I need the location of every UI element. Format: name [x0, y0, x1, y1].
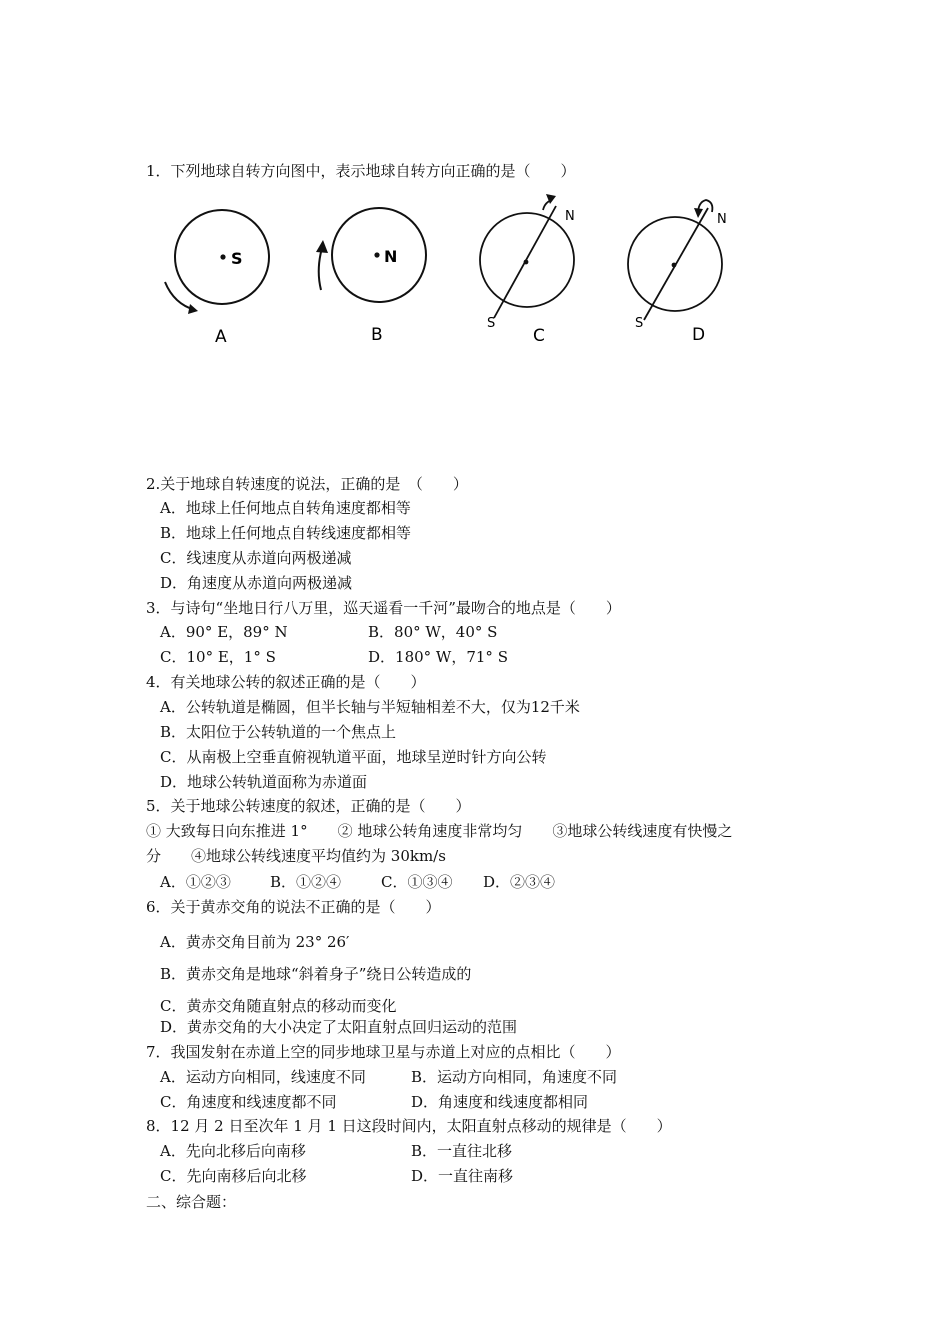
question-7-option-c: C．角速度和线速度都不同 [160, 1093, 337, 1111]
question-7-option-d: D．角速度和线速度都相同 [411, 1093, 589, 1111]
question-2-text: 2.关于地球自转速度的说法，正确的是 （ ） [146, 475, 468, 493]
figure-b-pole-label: N [384, 247, 398, 266]
figure-b [316, 208, 426, 345]
question-4-option-b: B．太阳位于公转轨道的一个焦点上 [160, 723, 397, 741]
question-5-option-c: C．①③④ [381, 873, 453, 891]
figure-a-pole-label: S [231, 249, 243, 268]
question-3-option-b: B．80° W，40° S [368, 623, 498, 641]
figure-b-label: B [371, 325, 383, 345]
question-5-option-b: B．①②④ [270, 873, 342, 891]
section-2-title: 二、综合题： [146, 1193, 237, 1211]
figure-c [480, 194, 575, 346]
question-3-option-a: A．90° E，89° N [160, 623, 288, 641]
question-5-option-a: A．①②③ [160, 873, 231, 891]
question-3-text: 3．与诗句“坐地日行八万里，巡天遥看一千河”最吻合的地点是（ ） [146, 599, 621, 617]
question-6-option-c: C．黄赤交角随直射点的移动而变化 [160, 997, 397, 1015]
question-8-option-b: B．一直往北移 [411, 1142, 513, 1160]
question-2-option-d: D．角速度从赤道向两极递减 [160, 574, 353, 592]
question-8-option-d: D．一直往南移 [411, 1167, 514, 1185]
question-4-option-d: D．地球公转轨道面称为赤道面 [160, 773, 368, 791]
figure-d [628, 200, 727, 345]
question-2-option-b: B．地球上任何地点自转线速度都相等 [160, 524, 412, 542]
question-8-option-c: C．先向南移后向北移 [160, 1167, 307, 1185]
figure-a-label: A [215, 327, 227, 347]
question-5-option-d: D．②③④ [483, 873, 556, 891]
question-4-text: 4．有关地球公转的叙述正确的是（ ） [146, 673, 426, 691]
question-5-text: 5．关于地球公转速度的叙述，正确的是（ ） [146, 797, 471, 815]
question-5-statement-line-2: 分 ④地球公转线速度平均值约为 30km/s [146, 847, 446, 865]
figure-c-south-label: S [487, 316, 496, 331]
question-6-option-d: D．黄赤交角的大小决定了太阳直射点回归运动的范围 [160, 1018, 518, 1036]
figure-d-north-label: N [717, 212, 727, 227]
question-6-text: 6．关于黄赤交角的说法不正确的是（ ） [146, 898, 441, 916]
figure-d-south-label: S [635, 316, 644, 331]
question-4-option-c: C．从南极上空垂直俯视轨道平面，地球呈逆时针方向公转 [160, 748, 547, 766]
figure-d-label: D [692, 325, 706, 345]
question-8-option-a: A．先向北移后向南移 [160, 1142, 306, 1160]
figure-c-label: C [533, 326, 545, 346]
question-3-option-c: C．10° E，1° S [160, 648, 276, 666]
question-4-option-a: A．公转轨道是椭圆，但半长轴与半短轴相差不大，仅为12千米 [160, 698, 580, 716]
figure-a [165, 210, 269, 347]
question-1-text: 1．下列地球自转方向图中，表示地球自转方向正确的是（ ） [146, 162, 576, 180]
question-5-statement-line-1: ① 大致每日向东推进 1° ② 地球公转角速度非常均匀 ③地球公转线速度有快慢之 [146, 822, 733, 840]
question-6-option-a: A．黄赤交角目前为 23° 26′ [160, 933, 350, 951]
question-2-option-c: C．线速度从赤道向两极递减 [160, 549, 352, 567]
question-7-option-b: B．运动方向相同，角速度不同 [411, 1068, 618, 1086]
question-3-option-d: D．180° W，71° S [368, 648, 508, 666]
question-7-text: 7．我国发射在赤道上空的同步地球卫星与赤道上对应的点相比（ ） [146, 1043, 621, 1061]
question-2-option-a: A．地球上任何地点自转角速度都相等 [160, 499, 411, 517]
question-7-option-a: A．运动方向相同，线速度不同 [160, 1068, 366, 1086]
earth-rotation-figure [160, 190, 750, 350]
question-6-option-b: B．黄赤交角是地球“斜着身子”绕日公转造成的 [160, 965, 472, 983]
question-8-text: 8．12 月 2 日至次年 1 月 1 日这段时间内，太阳直射点移动的规律是（ ） [146, 1117, 672, 1135]
figure-c-north-label: N [565, 209, 575, 224]
